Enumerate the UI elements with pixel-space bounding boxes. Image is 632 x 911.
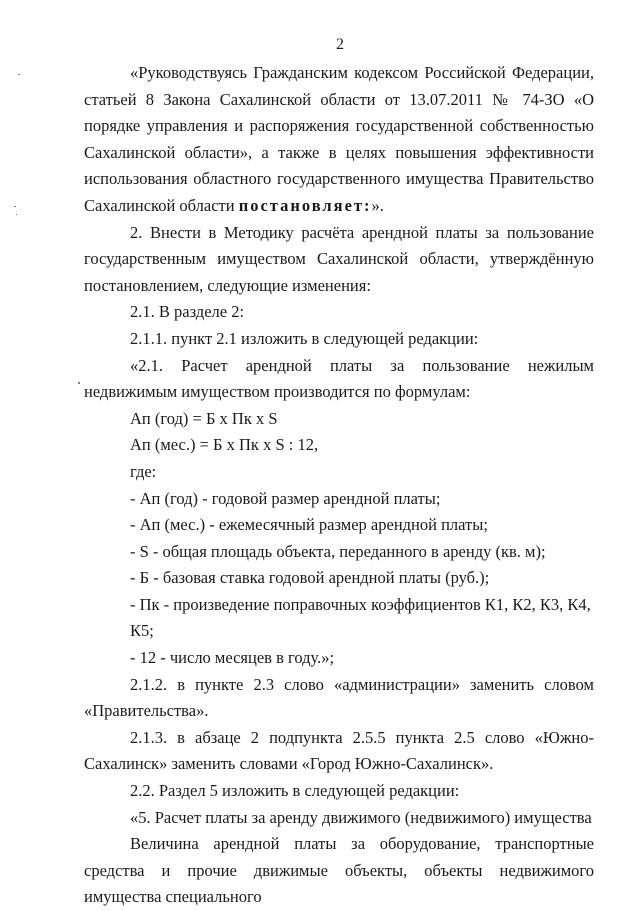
paragraph-quote-2-1: «2.1. Расчет арендной платы за пользование нежилым недвижимым имуществом производится по формулам: bbox=[84, 355, 594, 402]
paragraph-item-2-1: 2.1. В разделе 2: bbox=[130, 302, 245, 322]
paragraph-preamble bbox=[84, 60, 594, 220]
definition-coefficients: - Пк - произведение поправочных коэффициентов К1, К2, К3, К4, К5; bbox=[130, 594, 591, 641]
scan-speck bbox=[14, 206, 16, 207]
definition-annual-rent: - Ап (год) - годовой размер арендной платы; bbox=[130, 488, 441, 508]
definition-area: - S - общая площадь объекта, переданного в аренду (кв. м); bbox=[130, 541, 546, 561]
where-label: где: bbox=[130, 461, 157, 481]
definition-monthly-rent: - Ап (мес.) - ежемесячный размер арендной платы; bbox=[130, 515, 488, 535]
document-body bbox=[84, 60, 594, 911]
preamble-tail: ». bbox=[371, 195, 384, 215]
paragraph-section-5-body: Величина арендной платы за оборудование, транспортные средства и прочие движимые объекты, объекты недвижимого имущества специального bbox=[84, 834, 594, 907]
paragraph-item-2-1-2: 2.1.2. в пункте 2.3 слово «администрации» заменить словом «Правительства». bbox=[84, 674, 594, 721]
paragraph-item-2-2: 2.2. Раздел 5 изложить в следующей редакции: bbox=[130, 781, 460, 801]
emphasis-postanovlyaet: постановляет: bbox=[238, 195, 372, 215]
paragraph-item-2-1-1: 2.1.1. пункт 2.1 изложить в следующей редакции: bbox=[130, 328, 479, 348]
section-5-heading: «5. Расчет платы за аренду движимого (недвижимого) имущества bbox=[130, 807, 592, 827]
scan-speck bbox=[16, 214, 17, 215]
scan-speck bbox=[78, 382, 80, 384]
scan-bottom-edge bbox=[18, 884, 618, 894]
preamble-text: «Руководствуясь Гражданским кодексом Российской Федерации, статьей 8 Закона Сахалинской области от 13.07.2011 № 74-ЗО «О порядке управления и распоряжения государственной собственностью Сахалинской области», а также в целях повышения эффективности использования областного государственного имущества Правительство Сахалинской области bbox=[84, 63, 594, 215]
definition-base-rate: - Б - базовая ставка годовой арендной платы (руб.); bbox=[130, 568, 490, 588]
page-number: 2 bbox=[336, 36, 344, 53]
formula-monthly: Ап (мес.) = Б х Пк х S : 12, bbox=[130, 435, 319, 455]
scan-speck bbox=[18, 74, 20, 75]
paragraph-item-2: 2. Внести в Методику расчёта арендной платы за пользование государственным имуществом Сахалинской области, утверждённую постановлением, следующие изменения: bbox=[84, 222, 594, 295]
paragraph-item-2-1-3: 2.1.3. в абзаце 2 подпункта 2.5.5 пункта 2.5 слово «Южно-Сахалинск» заменить словами «Город Южно-Сахалинск». bbox=[84, 727, 594, 774]
definition-months: - 12 - число месяцев в году.»; bbox=[130, 648, 335, 668]
formula-annual: Ап (год) = Б х Пк х S bbox=[130, 408, 278, 428]
